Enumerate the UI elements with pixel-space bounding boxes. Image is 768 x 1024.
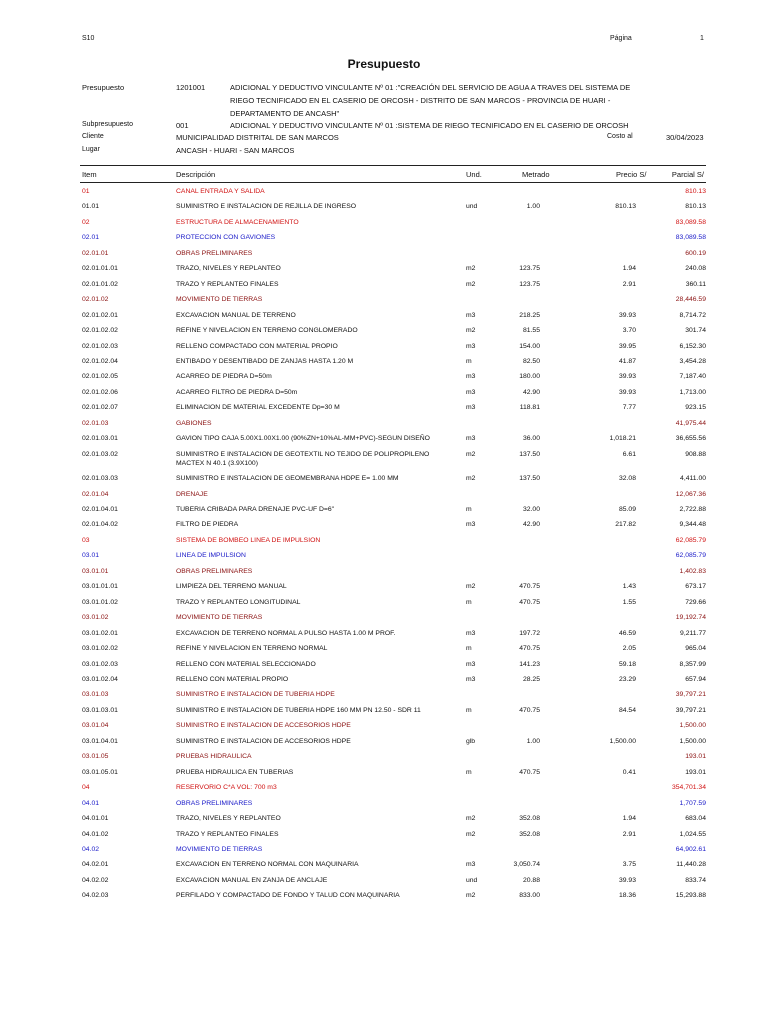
row-precio: 2.91: [622, 830, 636, 838]
row-parcial: 965.04: [685, 645, 706, 653]
row-precio: 59.18: [618, 660, 636, 668]
table-row: [0, 859, 768, 873]
table-row: [0, 813, 768, 827]
row-description: SISTEMA DE BOMBEO LINEA DE IMPULSION: [176, 536, 321, 544]
row-unit: m3: [466, 388, 476, 396]
row-metrado: 42.90: [522, 521, 540, 529]
row-parcial: 64,902.61: [675, 845, 706, 853]
row-description: MOVIMIENTO DE TIERRAS: [176, 845, 263, 853]
presupuesto-line-1: ADICIONAL Y DEDUCTIVO VINCULANTE Nº 01 :"CREACIÓN DEL SERVICIO DE AGUA A TRAVES DEL SISTEMA DE: [230, 83, 631, 92]
row-item: 02.01.01.01: [82, 265, 118, 273]
row-item: 02.01.04.02: [82, 521, 118, 529]
row-item: 03.01: [82, 552, 100, 560]
lugar-value: ANCASH - HUARI - SAN MARCOS: [176, 146, 295, 155]
row-unit: m3: [466, 311, 476, 319]
row-description: ACARREO DE PIEDRA D=50m: [176, 373, 272, 381]
table-row: [0, 402, 768, 416]
row-parcial: 908.88: [685, 450, 706, 458]
row-item: 03.01.02.03: [82, 660, 118, 668]
row-description: LIMPIEZA DEL TERRENO MANUAL: [176, 583, 287, 591]
row-precio: 39.93: [618, 311, 636, 319]
row-parcial: 9,344.48: [679, 521, 706, 529]
row-item: 04.02.01: [82, 861, 109, 869]
row-metrado: 81.55: [522, 327, 540, 334]
row-item: 03.01.05.01: [82, 768, 118, 776]
row-description: ENTIBADO Y DESENTIBADO DE ZANJAS HASTA 1.20 M: [176, 357, 354, 365]
row-item: 03.01.02.04: [82, 676, 118, 683]
row-unit: m3: [466, 861, 476, 869]
row-precio: 3.70: [622, 327, 636, 334]
row-metrado: 470.75: [519, 706, 540, 714]
row-item: 03.01.03.01: [82, 706, 118, 714]
table-row: [0, 782, 768, 796]
row-metrado: 1.00: [526, 737, 540, 745]
row-parcial: 810.13: [685, 203, 706, 211]
costo-label: Costo al: [607, 133, 633, 140]
row-precio: 39.93: [618, 373, 636, 381]
table-row: [0, 489, 768, 503]
row-unit: m: [466, 768, 472, 776]
table-row: [0, 279, 768, 293]
row-item: 02.01.02.03: [82, 342, 118, 350]
row-unit: m2: [466, 327, 476, 334]
row-parcial: 600.19: [685, 249, 706, 257]
row-metrado: 154.00: [519, 342, 540, 350]
row-parcial: 4,411.00: [680, 475, 706, 483]
row-description-continued: MACTEX N 40.1 (3.9X100): [176, 459, 258, 467]
row-description: RELLENO COMPACTADO CON MATERIAL PROPIO: [176, 342, 338, 350]
row-precio: 41.87: [618, 357, 636, 365]
row-precio: 2.05: [622, 645, 636, 653]
row-item: 04.01.01: [82, 815, 109, 822]
row-parcial: 193.01: [685, 753, 706, 761]
row-item: 02.01.02.06: [82, 388, 118, 396]
row-unit: m2: [466, 280, 476, 288]
row-precio: 39.95: [618, 342, 636, 350]
row-item: 03.01.04.01: [82, 737, 118, 745]
row-item: 04: [82, 784, 90, 792]
table-row: [0, 248, 768, 262]
row-parcial: 28,446.59: [675, 296, 706, 304]
table-row: [0, 829, 768, 843]
row-description: TUBERIA CRIBADA PARA DRENAJE PVC-UF D=6": [176, 506, 335, 513]
row-item: 02.01.04: [82, 490, 109, 498]
table-row: [0, 371, 768, 385]
row-precio: 6.61: [622, 450, 636, 458]
row-precio: 810.13: [615, 203, 636, 211]
row-precio: 1.94: [622, 265, 636, 273]
row-item: 03.01.05: [82, 753, 109, 761]
row-metrado: 20.88: [522, 876, 540, 884]
row-unit: m: [466, 598, 472, 606]
row-description: LINEA DE IMPULSION: [176, 552, 246, 560]
row-parcial: 2,722.88: [679, 506, 706, 513]
table-row: [0, 504, 768, 518]
row-parcial: 8,357.99: [679, 660, 706, 668]
table-row: [0, 798, 768, 812]
row-description: SUMINISTRO E INSTALACION DE TUBERIA HDPE 160 MM PN 12.50 - SDR 11: [176, 706, 421, 714]
row-parcial: 39,797.21: [675, 691, 706, 699]
row-item: 02.01.02.04: [82, 357, 118, 365]
row-parcial: 36,655.56: [675, 435, 706, 443]
row-parcial: 12,067.36: [675, 490, 706, 498]
table-row: [0, 689, 768, 703]
row-item: 03.01.02.01: [82, 629, 118, 637]
row-item: 03.01.02: [82, 614, 109, 622]
row-precio: 32.08: [618, 475, 636, 483]
row-description: TRAZO Y REPLANTEO FINALES: [176, 280, 279, 288]
cliente-label: Cliente: [82, 133, 104, 140]
row-parcial: 15,293.88: [675, 892, 706, 900]
row-item: 02.01.03.01: [82, 435, 118, 443]
row-parcial: 193.01: [685, 768, 706, 776]
presupuesto-line-2: RIEGO TECNIFICADO EN EL CASERIO DE ORCOSH - DISTRITO DE SAN MARCOS - PROVINCIA DE HUARI -: [230, 96, 611, 105]
row-precio: 23.29: [618, 676, 636, 683]
table-row: [0, 519, 768, 533]
table-row: [0, 550, 768, 564]
row-description: SUMINISTRO E INSTALACION DE GEOTEXTIL NO TEJIDO DE POLIPROPILENO: [176, 450, 430, 458]
row-description: ELIMINACION DE MATERIAL EXCEDENTE Dp=30 M: [176, 404, 340, 412]
row-metrado: 118.81: [519, 404, 540, 412]
row-parcial: 354,701.34: [671, 784, 706, 792]
table-row: [0, 294, 768, 308]
row-unit: m: [466, 506, 472, 513]
row-unit: m3: [466, 342, 476, 350]
presupuesto-label: Presupuesto: [82, 83, 125, 92]
row-metrado: 36.00: [522, 435, 540, 443]
row-item: 01.01: [82, 203, 100, 211]
row-metrado: 180.00: [519, 373, 540, 381]
col-descripcion: Descripción: [176, 170, 216, 179]
row-parcial: 657.94: [685, 676, 706, 683]
col-und: Und.: [466, 170, 482, 179]
row-unit: m3: [466, 404, 476, 412]
row-description: OBRAS PRELIMINARES: [176, 567, 253, 575]
row-item: 02.01.03.03: [82, 475, 118, 483]
row-precio: 3.75: [622, 861, 636, 869]
row-metrado: 32.00: [522, 506, 540, 513]
table-row: [0, 310, 768, 324]
row-description: PERFILADO Y COMPACTADO DE FONDO Y TALUD CON MAQUINARIA: [176, 892, 400, 900]
row-unit: m: [466, 706, 472, 714]
row-parcial: 7,187.40: [679, 373, 706, 381]
table-row: [0, 217, 768, 231]
row-description: TRAZO, NIVELES Y REPLANTEO: [176, 815, 281, 822]
row-item: 04.02.02: [82, 876, 109, 884]
row-parcial: 683.04: [685, 815, 706, 822]
row-metrado: 833.00: [519, 892, 540, 900]
row-metrado: 137.50: [519, 475, 540, 483]
row-description: GAVION TIPO CAJA 5.00X1.00X1.00 (90%ZN+10%AL-MM+PVC)-SEGUN DISEÑO: [176, 435, 430, 443]
row-parcial: 83,089.58: [675, 218, 706, 226]
row-metrado: 470.75: [519, 645, 540, 653]
col-metrado: Metrado: [522, 170, 550, 179]
row-precio: 7.77: [622, 404, 636, 412]
table-row: [0, 628, 768, 642]
table-row: [0, 767, 768, 781]
row-parcial: 673.17: [685, 583, 706, 591]
row-parcial: 729.66: [685, 598, 706, 606]
row-item: 02.01.02.01: [82, 311, 118, 319]
table-row: [0, 201, 768, 215]
subpresupuesto-text: ADICIONAL Y DEDUCTIVO VINCULANTE Nº 01 :SISTEMA DE RIEGO TECNIFICADO EN EL CASERIO DE ORCOSH: [230, 121, 629, 130]
row-parcial: 62,085.79: [675, 536, 706, 544]
table-row: [0, 473, 768, 487]
row-unit: m3: [466, 660, 476, 668]
row-parcial: 923.15: [685, 404, 706, 412]
row-unit: m3: [466, 373, 476, 381]
row-precio: 1.94: [622, 815, 636, 822]
row-description: REFINE Y NIVELACION EN TERRENO NORMAL: [176, 645, 328, 653]
row-unit: m3: [466, 629, 476, 637]
row-metrado: 470.75: [519, 583, 540, 591]
row-parcial: 83,089.58: [675, 234, 706, 242]
row-parcial: 3,454.28: [679, 357, 706, 365]
row-precio: 1,018.21: [609, 435, 636, 443]
row-unit: m3: [466, 676, 476, 683]
lugar-label: Lugar: [82, 146, 100, 153]
row-description: EXCAVACION EN TERRENO NORMAL CON MAQUINARIA: [176, 861, 359, 869]
table-row: [0, 535, 768, 549]
row-parcial: 240.08: [685, 265, 706, 273]
row-precio: 2.91: [622, 280, 636, 288]
costo-value: 30/04/2023: [666, 133, 704, 142]
row-metrado: 28.25: [522, 676, 540, 683]
row-description: ESTRUCTURA DE ALMACENAMIENTO: [176, 218, 299, 226]
row-item: 03.01.04: [82, 722, 109, 730]
row-description: SUMINISTRO E INSTALACION DE ACCESORIOS HDPE: [176, 737, 351, 745]
row-unit: m2: [466, 815, 476, 822]
row-metrado: 82.50: [522, 357, 540, 365]
row-parcial: 41,975.44: [675, 419, 706, 427]
table-header: [80, 165, 706, 183]
presupuesto-line-3: DEPARTAMENTO DE ANCASH": [230, 109, 340, 118]
row-description: OBRAS PRELIMINARES: [176, 249, 253, 257]
table-row: [0, 659, 768, 673]
table-row: [0, 890, 768, 904]
row-parcial: 360.11: [685, 280, 706, 288]
row-item: 03.01.03: [82, 691, 109, 699]
row-item: 01: [82, 188, 90, 195]
row-description: FILTRO DE PIEDRA: [176, 521, 239, 529]
row-parcial: 9,211.77: [680, 629, 706, 637]
row-item: 04.01: [82, 799, 100, 807]
row-item: 02.01.02.02: [82, 327, 118, 334]
cliente-value: MUNICIPALIDAD DISTRITAL DE SAN MARCOS: [176, 133, 339, 142]
subpresupuesto-label: Subpresupuesto: [82, 121, 133, 128]
table-row: [0, 356, 768, 370]
row-item: 03.01.01.01: [82, 583, 118, 591]
row-unit: und: [466, 876, 478, 884]
row-item: 03.01.01: [82, 567, 109, 575]
row-item: 02: [82, 218, 90, 226]
row-parcial: 19,192.74: [675, 614, 706, 622]
row-precio: 0.41: [622, 768, 636, 776]
row-description: RELLENO CON MATERIAL SELECCIONADO: [176, 660, 316, 668]
row-metrado: 218.25: [519, 311, 540, 319]
table-row: [0, 720, 768, 734]
row-description: MOVIMIENTO DE TIERRAS: [176, 296, 263, 304]
row-parcial: 1,713.00: [679, 388, 706, 396]
row-item: 02.01.03.02: [82, 450, 118, 458]
row-item: 02.01: [82, 234, 100, 242]
row-description: TRAZO Y REPLANTEO LONGITUDINAL: [176, 598, 301, 606]
row-description: DRENAJE: [176, 490, 208, 498]
row-metrado: 42.90: [522, 388, 540, 396]
row-item: 02.01.04.01: [82, 506, 118, 513]
row-unit: m2: [466, 475, 476, 483]
table-row: [0, 433, 768, 447]
row-precio: 85.09: [618, 506, 636, 513]
row-metrado: 352.08: [519, 830, 540, 838]
row-metrado: 352.08: [519, 815, 540, 822]
row-metrado: 470.75: [519, 598, 540, 606]
row-precio: 1.43: [622, 583, 636, 591]
table-row: [0, 875, 768, 889]
table-row: [0, 418, 768, 432]
row-metrado: 1.00: [526, 203, 540, 211]
row-description: PRUEBA HIDRAULICA EN TUBERIAS: [176, 768, 294, 776]
row-description: ACARREO FILTRO DE PIEDRA D=50m: [176, 388, 298, 396]
row-description: RELLENO CON MATERIAL PROPIO: [176, 676, 289, 683]
row-precio: 1.55: [622, 598, 636, 606]
table-row: [0, 232, 768, 246]
table-row: [0, 597, 768, 611]
table-row: [0, 325, 768, 339]
row-unit: m3: [466, 435, 476, 443]
row-precio: 18.36: [618, 892, 636, 900]
table-row: [0, 449, 768, 475]
table-row: [0, 581, 768, 595]
row-unit: m2: [466, 450, 476, 458]
table-row: [0, 263, 768, 277]
row-unit: m: [466, 357, 472, 365]
table-row: [0, 566, 768, 580]
row-description: SUMINISTRO E INSTALACION DE GEOMEMBRANA HDPE E= 1.00 MM: [176, 475, 399, 483]
row-unit: m2: [466, 265, 476, 273]
row-parcial: 8,714.72: [679, 311, 706, 319]
row-metrado: 141.23: [519, 660, 540, 668]
row-precio: 1,500.00: [609, 737, 636, 745]
row-description: REFINE Y NIVELACION EN TERRENO CONGLOMERADO: [176, 327, 358, 334]
row-parcial: 810.13: [685, 188, 706, 195]
row-description: SUMINISTRO E INSTALACION DE REJILLA DE INGRESO: [176, 203, 357, 211]
row-precio: 46.59: [618, 629, 636, 637]
row-metrado: 123.75: [519, 265, 540, 273]
row-precio: 84.54: [618, 706, 636, 714]
page-label: Página: [610, 35, 632, 42]
table-row: [0, 643, 768, 657]
row-precio: 217.82: [615, 521, 636, 529]
row-item: 03: [82, 536, 90, 544]
row-description: RESERVORIO C*A VOL: 700 m3: [176, 784, 277, 792]
table-row: [0, 844, 768, 858]
row-description: PROTECCION CON GAVIONES: [176, 234, 276, 242]
col-item: Item: [82, 170, 97, 179]
row-item: 02.01.01.02: [82, 280, 118, 288]
row-description: EXCAVACION MANUAL DE TERRENO: [176, 311, 296, 319]
row-item: 03.01.02.02: [82, 645, 118, 653]
row-parcial: 833.74: [685, 876, 706, 884]
row-description: PRUEBAS HIDRAULICA: [176, 753, 252, 761]
row-parcial: 1,500.00: [679, 737, 706, 745]
row-parcial: 301.74: [685, 327, 706, 334]
document-title: Presupuesto: [347, 57, 421, 71]
row-unit: m3: [466, 521, 476, 529]
col-precio: Precio S/: [616, 170, 647, 179]
row-precio: 39.93: [618, 388, 636, 396]
row-metrado: 470.75: [519, 768, 540, 776]
row-description: GABIONES: [176, 419, 212, 427]
row-description: SUMINISTRO E INSTALACION DE ACCESORIOS HDPE: [176, 722, 351, 730]
row-item: 02.01.02: [82, 296, 109, 304]
row-description: TRAZO Y REPLANTEO FINALES: [176, 830, 279, 838]
row-item: 04.02.03: [82, 892, 109, 900]
row-parcial: 1,402.83: [679, 567, 706, 575]
subpresupuesto-code: 001: [176, 121, 189, 130]
table-row: [0, 186, 768, 200]
row-precio: 39.93: [618, 876, 636, 884]
table-row: [0, 705, 768, 719]
table-row: [0, 674, 768, 688]
row-description: CANAL ENTRADA Y SALIDA: [176, 188, 265, 195]
row-description: EXCAVACION MANUAL EN ZANJA DE ANCLAJE: [176, 876, 328, 884]
row-parcial: 1,500.00: [679, 722, 706, 730]
row-parcial: 39,797.21: [675, 706, 706, 714]
row-description: OBRAS PRELIMINARES: [176, 799, 253, 807]
row-description: TRAZO, NIVELES Y REPLANTEO: [176, 265, 281, 273]
presupuesto-code: 1201001: [176, 83, 206, 92]
table-row: [0, 612, 768, 626]
row-unit: m2: [466, 583, 476, 591]
report-code: S10: [82, 35, 95, 42]
row-unit: m: [466, 645, 472, 653]
row-unit: glb: [466, 737, 476, 745]
row-item: 04.01.02: [82, 830, 109, 838]
table-row: [0, 387, 768, 401]
row-parcial: 62,085.79: [675, 552, 706, 560]
table-row: [0, 751, 768, 765]
row-description: SUMINISTRO E INSTALACION DE TUBERIA HDPE: [176, 691, 335, 699]
row-unit: m2: [466, 892, 476, 900]
col-parcial: Parcial S/: [671, 170, 704, 179]
row-item: 02.01.02.05: [82, 373, 118, 381]
row-item: 02.01.01: [82, 249, 109, 257]
table-row: [0, 341, 768, 355]
row-parcial: 1,707.59: [679, 799, 706, 807]
row-unit: und: [466, 203, 478, 211]
row-description: EXCAVACION DE TERRENO NORMAL A PULSO HASTA 1.00 M PROF.: [176, 629, 396, 637]
row-metrado: 123.75: [519, 280, 540, 288]
row-item: 02.01.03: [82, 419, 109, 427]
row-parcial: 6,152.30: [679, 342, 706, 350]
page-number: 1: [700, 35, 704, 42]
row-metrado: 3,050.74: [513, 861, 540, 869]
row-unit: m2: [466, 830, 476, 838]
table-row: [0, 736, 768, 750]
row-parcial: 1,024.55: [679, 830, 706, 838]
row-item: 02.01.02.07: [82, 404, 118, 412]
row-parcial: 11,440.28: [676, 861, 706, 869]
row-item: 04.02: [82, 845, 100, 853]
row-metrado: 137.50: [519, 450, 540, 458]
row-description: MOVIMIENTO DE TIERRAS: [176, 614, 263, 622]
row-item: 03.01.01.02: [82, 598, 118, 606]
row-metrado: 197.72: [519, 629, 540, 637]
